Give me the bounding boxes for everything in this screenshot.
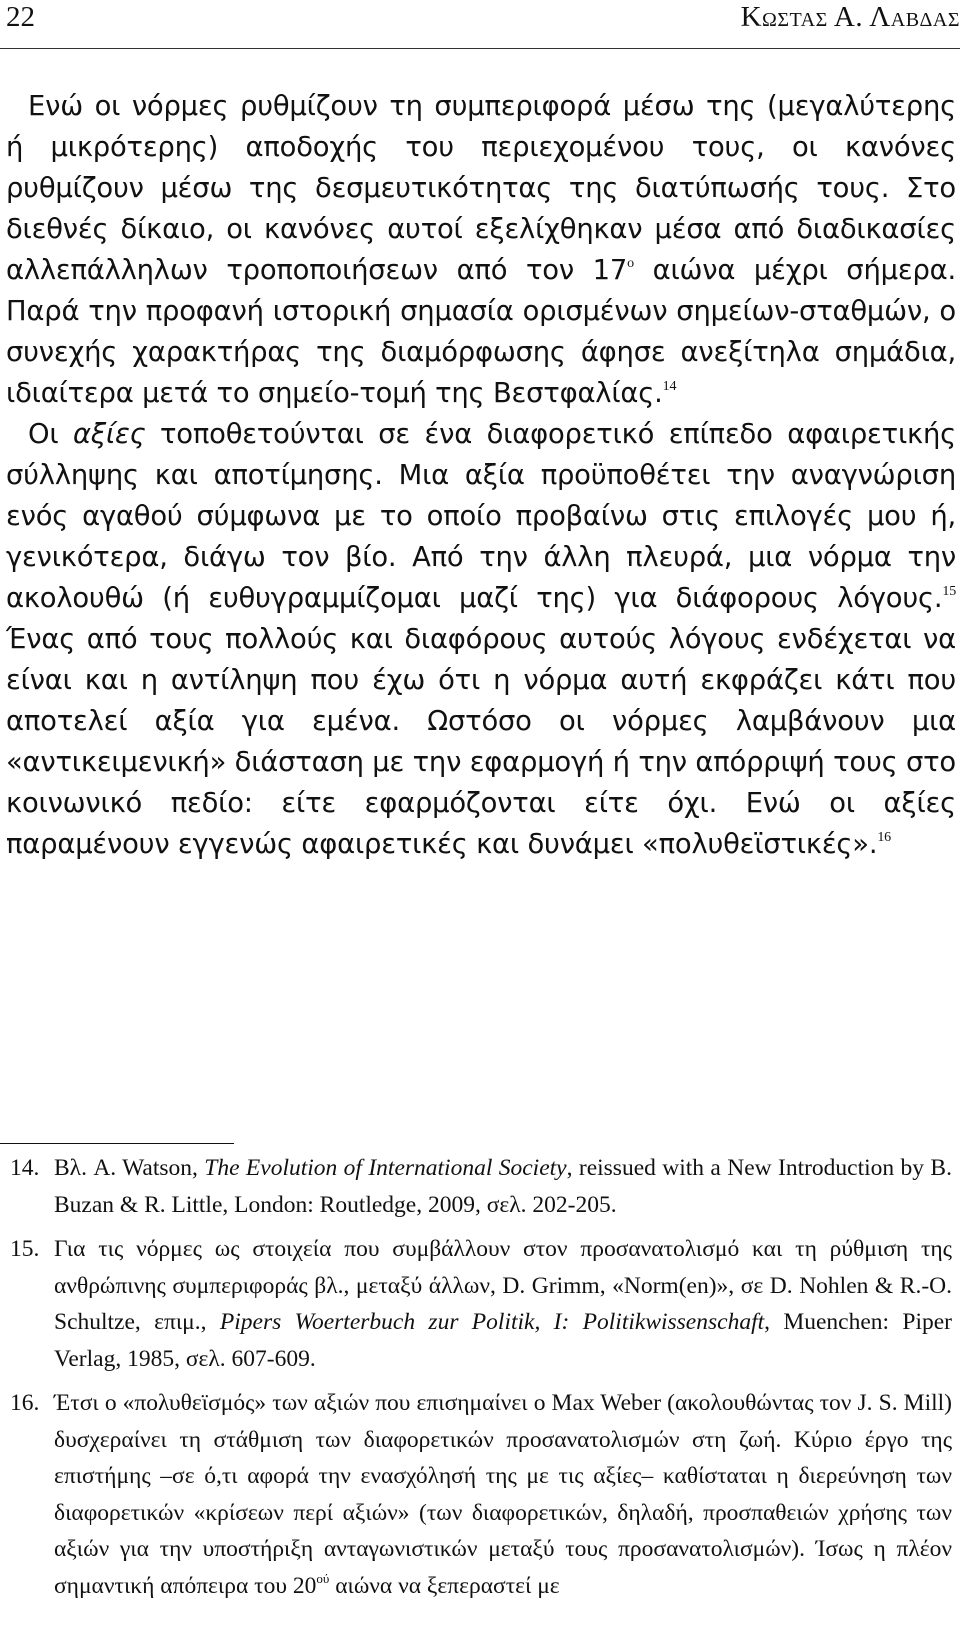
p2-text-c: Ένας από τους πολλούς και διαφόρους αυτούς λόγους ενδέχεται να είναι και η αντίληψη που έχω ότι η νόρμα αυτή εκφράζει κάτι που αποτελεί αξία για εμένα. Ωστόσο οι νόρμες λαμβάνουν μια «αντικειμενική» διάσταση με την εφαρμογή ή την απόρριψή τους στο κοινωνικό πεδίο: είτε εφαρμόζονται είτε όχι. Ενώ οι αξίες παραμένουν εγγενώς αφαιρετικές και δυνάμει «πολυθεϊστικές». [6,624,956,860]
footnote-number: 16. [10,1390,40,1416]
page-header [0,0,960,49]
footnote-14 [0,1150,952,1223]
footnote-14-b: , reissued with a New Introduction by B. Buzan & R. Little, London: Routledge, 2009, σελ. 202-205. [54,1155,952,1218]
page-number: 22 [6,1,35,33]
footnote-14-title: The Evolution of International Society [204,1155,567,1181]
footnotes [0,1150,952,1612]
footnote-15-b: , Muenchen: Piper Verlag, 1985, σελ. 607-609. [54,1309,952,1372]
p2-text-a: Οι [28,419,73,450]
paragraph-1 [6,86,956,414]
footnote-16-a: Έτσι ο «πολυθεϊσμός» των αξιών που επισημαίνει ο Max Weber (ακολουθώντας τον J. S. Mill) δυσχεραίνει τη στάθμιση των διαφορετικών προσανατολισμών στη ζωή. Κύριο έργο της επιστήμης –σε ό,τι αφορά την ενασχόλησή της με τις αξίες– καθίσταται η διερεύνηση των διαφορετικών «κρίσεων περί αξιών» (των διαφορετικών, δηλαδή, προσπαθειών χρήσης των αξιών για την υποστήριξη ανταγωνιστικών μεταξύ τους προσανατολισμών). Ίσως η πλέον σημαντική απόπειρα του 20 [54,1390,952,1599]
footnote-text [54,1231,952,1377]
paragraph-2 [6,414,956,865]
footnote-16-superscript: ού [316,1570,330,1586]
footnote-15-a: Για τις νόρμες ως στοιχεία που συμβάλλουν στον προσανατολισμό και τη ρύθμιση της ανθρώπινης συμπεριφοράς βλ., μεταξύ άλλων, D. Grimm, «Norm(en)», σε D. Nohlen & R.-O. Schultze, επιμ., [54,1236,952,1335]
p1-text-b: αιώνα μέχρι σήμερα. Παρά την προφανή ιστορική σημασία ορισμένων σημείων-σταθμών, ο συνεχής χαρακτήρας της διαμόρφωσης άφησε ανεξίτηλα σημάδια, ιδιαίτερα μετά το σημείο-τομή της Βεστφαλίας. [6,255,957,409]
footnote-15-title: Pipers Woerterbuch zur Politik, I: Politikwissenschaft [219,1309,765,1335]
running-title: Κωστας Α. Λαβδας [740,1,960,33]
footnote-14-a: Βλ. A. Watson, [54,1155,205,1181]
footnote-16-b: αιώνα να ξεπεραστεί με [329,1572,560,1599]
emphasis-axies: αξίες [72,419,146,450]
footnote-ref-15[interactable]: 15 [942,584,956,599]
footnote-number: 15. [10,1236,40,1262]
footnote-separator [0,1143,234,1144]
main-text [6,86,956,865]
footnote-text [54,1150,952,1223]
footnote-text [54,1385,952,1604]
footnote-ref-14[interactable]: 14 [662,379,677,394]
p1-text-a: Ενώ οι νόρμες ρυθμίζουν τη συμπεριφορά μέσω της (μεγαλύτερης ή μικρότερης) αποδοχής του περιεχομένου τους, οι κανόνες ρυθμίζουν μέσω της δεσμευτικότητας της διατύπωσής τους. Στο διεθνές δίκαιο, οι κανόνες αυτοί εξελίχθηκαν μέσα από διαδικασίες αλλεπάλληλων τροποποιήσεων από τον 17 [6,91,956,286]
footnote-ref-16[interactable]: 16 [877,830,891,845]
footnote-15 [0,1231,952,1377]
footnote-16 [0,1385,952,1604]
footnote-number: 14. [10,1155,40,1181]
superscript-o: ο [627,256,634,271]
p2-text-b: τοποθετούνται σε ένα διαφορετικό επίπεδο αφαιρετικής σύλληψης και αποτίμησης. Μια αξία προϋποθέτει την αναγνώριση ενός αγαθού σύμφωνα με το οποίο προβαίνω στις επιλογές μου ή, γενικότερα, διάγω τον βίο. Από την άλλη πλευρά, μια νόρμα την ακολουθώ (ή ευθυγραμμίζομαι μαζί της) για διάφορους λόγους. [6,419,956,614]
